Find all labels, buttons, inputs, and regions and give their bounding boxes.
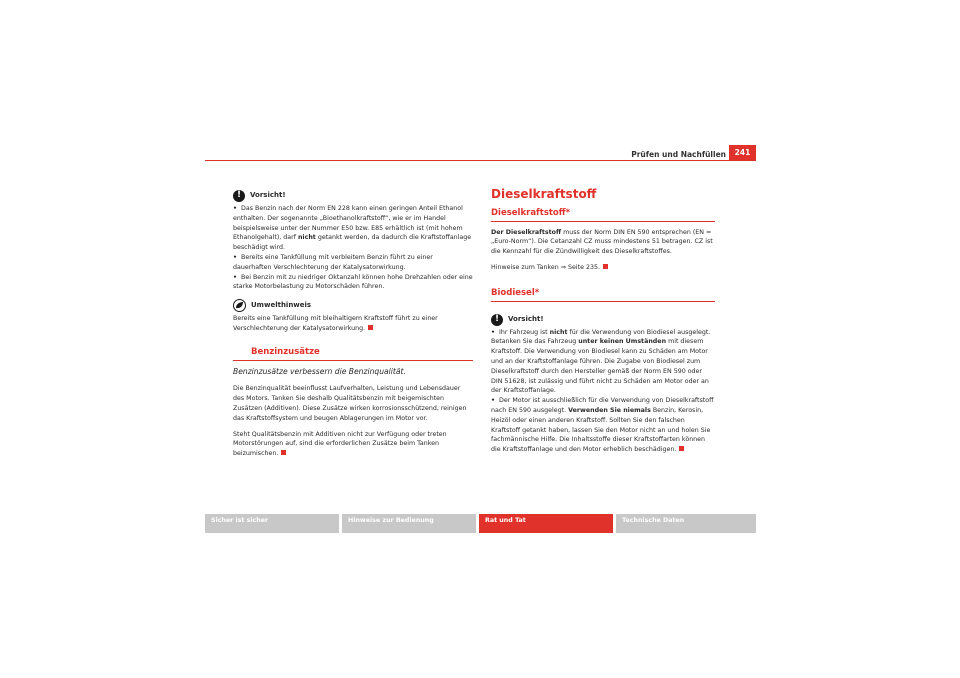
bullet-text: Das Benzin nach der Norm EN 228 kann einen geringen Anteil Ethanol enthalten. Der sogenannte „Bioethanolkraftstoff“, wie er im Handel beispielsweise unter der Nummer E50 bzw. E85 erhältlich ist (mit hohem Ethanolgehalt), darf [233,205,463,242]
bullet-text: Bereits eine Tankfüllung mit verbleitem Benzin führt zu einer dauerhaften Verschlechterung der Katalysatorwirkung. [233,253,433,271]
paragraph: Die Benzinqualität beeinflusst Laufverhalten, Leistung und Lebensdauer des Motors. Tanken Sie deshalb Qualitätsbenzin mit beigemischten Zusätzen (Additiven). Diese Zusätze wirken korrosionsschützend, reinigen das Kraftstoffsystem und beugen Ablagerungen im Motor vor. [233,385,467,422]
warning-heading [491,314,715,326]
warning-bullet [491,328,715,397]
warning-icon: ! [233,190,245,202]
environment-heading [233,299,473,312]
warning-heading [233,190,473,202]
chapter-title: Dieselkraftstoff [491,187,597,201]
page-number: 241 [729,145,756,160]
end-marker-icon [368,325,373,330]
environment-text [233,314,473,334]
page-reference: Hinweise zum Tanken ⇒ Seite 235. [491,263,601,271]
warning-bullet [491,396,715,455]
page-header-title: Prüfen und Nachfüllen [631,150,726,159]
header-divider [205,160,756,161]
footer-tab-advice[interactable]: Rat und Tat [479,514,613,533]
warning-bullet [233,273,473,293]
bold-text: unter keinen Umständen [578,338,667,346]
section-heading: Benzinzusätze [233,348,473,361]
bold-text: nicht [549,328,568,336]
footer-tab-safety[interactable]: Sicher ist sicher [205,514,339,533]
bold-text: Der Dieselkraftstoff [491,228,562,236]
bullet-text: für die Verwendung von Biodiesel ausgelegt. Betanken Sie das Fahrzeug [491,328,711,346]
section-heading: Biodiesel* [491,289,715,302]
end-marker-icon [281,450,286,455]
bold-text: nicht [297,234,316,242]
paragraph [491,228,715,257]
end-marker-icon [679,446,684,451]
paragraph-text: Steht Qualitätsbenzin mit Additiven nicht zur Verfügung oder treten Motorstörungen auf, sind die erforderlichen Zusätze beim Tanken beizumischen. [233,430,447,458]
paragraph-text: Bereits eine Tankfüllung mit bleihaltigem Kraftstoff führt zu einer Verschlechterung der Katalysatorwirkung. [233,315,438,332]
bullet-text: mit diesem Kraftstoff. Die Verwendung von Biodiesel kann zu Schäden am Motor und an der Kraftstoffanlage führen. Die Zugabe von Biodiesel zum Dieselkraftstoff durch den Hersteller gemäß der Norm EN 590 oder DIN 51628, ist zulässig und führt nicht zu Schäden am Motor oder an der Kraftstoffanlage. [491,338,709,395]
leaf-icon [233,299,246,312]
bold-text: Verwenden Sie niemals [568,406,651,414]
footer-tab-technical[interactable]: Technische Daten [616,514,756,533]
bullet-text: Bei Benzin mit zu niedriger Oktanzahl können hohe Drehzahlen oder eine starke Motorbelastung zu Motorschäden führen. [233,273,473,291]
section-heading: Dieselkraftstoff* [491,209,715,222]
end-marker-icon [603,264,608,269]
bullet-text: Ihr Fahrzeug ist [499,328,550,336]
bullet-text: Benzin, Kerosin, Heizöl oder einen anderen Kraftstoff. Sollten Sie den falschen Kraftstoff getankt haben, lassen Sie den Motor nicht an und holen Sie fachmännische Hilfe. Die Inhaltsstoffe dieser Kraftstoffarten können die Kraftstoffanlage und den Motor erheblich beschädigen. [491,406,711,454]
environment-title: Umwelthinweis [251,300,312,309]
bullet-text: Der Motor ist ausschließlich für die Verwendung von Dieselkraftstoff nach EN 590 ausgelegt. [491,397,714,414]
right-column [491,187,715,455]
warning-icon: ! [491,314,503,326]
warning-bullet [233,253,473,273]
bullet-text: getankt werden, da dadurch die Kraftstoffanlage beschädigt wird. [233,234,472,252]
paragraph [233,430,473,459]
warning-title: Vorsicht! [508,314,544,323]
footer-tab-operation[interactable]: Hinweise zur Bedienung [342,514,476,533]
paragraph [491,263,715,273]
paragraph-text: muss der Norm DIN EN 590 entsprechen (EN = „Euro-Norm“). Die Cetanzahl CZ muss mindestens 51 betragen. CZ ist die Kennzahl für die Zündwilligkeit des Dieselkraftstoffes. [491,228,713,256]
warning-bullet [233,204,473,253]
section-subtitle: Benzinzusätze verbessern die Benzinqualität. [233,366,406,376]
left-column [233,190,473,459]
warning-title: Vorsicht! [250,191,286,200]
